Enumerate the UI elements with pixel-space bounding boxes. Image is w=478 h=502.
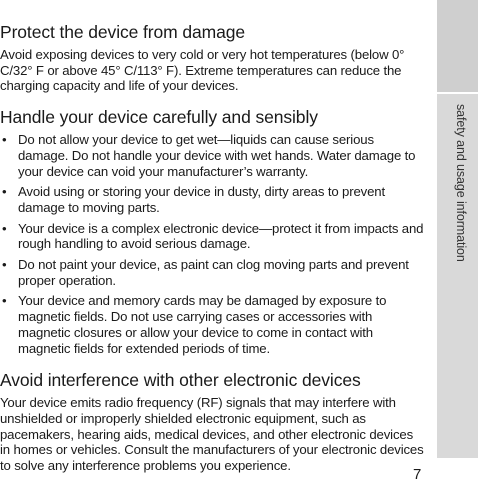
section-avoid-interference	[0, 370, 424, 474]
section-heading: Avoid interference with other electronic devices	[0, 370, 361, 391]
section-protect-device	[0, 22, 424, 94]
list-item	[0, 293, 424, 356]
list-item-text: Your device and memory cards may be damaged by exposure to magnetic fields. Do not use carrying cases or accessories with magnetic closures or allow your device to come in contact with magnetic fields for extended periods of time.	[18, 293, 387, 356]
bullet-icon: •	[2, 184, 7, 200]
list-item	[0, 221, 424, 252]
list-item-text: Avoid using or storing your device in dusty, dirty areas to prevent damage to moving parts.	[18, 184, 385, 215]
section-handle-carefully	[0, 107, 424, 356]
section-paragraph: Avoid exposing devices to very cold or very hot temperatures (below 0° C/32° F or above 45° C/113° F). Extreme temperatures can reduce the charging capacity and life of your devices.	[0, 47, 405, 94]
bullet-list	[0, 132, 424, 356]
bullet-icon: •	[2, 257, 7, 273]
side-tab-label: safety and usage information	[454, 104, 468, 262]
list-item-text: Do not allow your device to get wet—liquids can cause serious damage. Do not handle your device with wet hands. Water damage to your device can void your manufacturer’s warranty.	[18, 132, 416, 179]
section-paragraph: Your device emits radio frequency (RF) signals that may interfere with unshielded or improperly shielded electronic equipment, such as pacemakers, hearing aids, medical devices, and other electronic devices in homes or vehicles. Consult the manufacturers of your electronic devices to solve any interference problems you experience.	[0, 395, 424, 474]
list-item-text: Do not paint your device, as paint can clog moving parts and prevent proper operation.	[18, 257, 409, 288]
page-number: 7	[413, 466, 422, 483]
document-body	[0, 22, 424, 488]
bullet-icon: •	[2, 293, 7, 309]
list-item	[0, 257, 424, 288]
bullet-icon: •	[2, 132, 7, 148]
list-item-text: Your device is a complex electronic device—protect it from impacts and rough handling to avoid serious damage.	[18, 220, 424, 252]
bullet-icon: •	[2, 220, 7, 236]
section-heading: Handle your device carefully and sensibly	[0, 107, 318, 128]
section-heading: Protect the device from damage	[0, 22, 246, 42]
list-item	[0, 184, 424, 215]
list-item	[0, 132, 424, 179]
